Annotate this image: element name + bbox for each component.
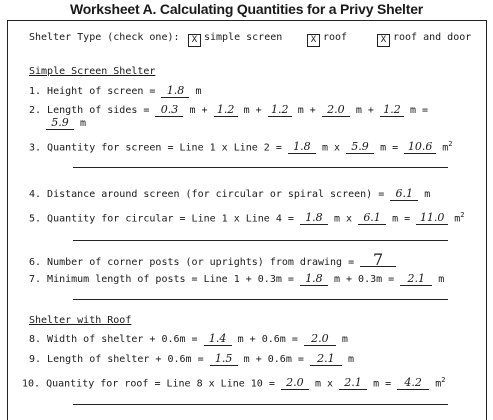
line-1: 1. Height of screen = 1.8 m (29, 84, 202, 97)
roof-checkbox[interactable]: X (307, 34, 320, 47)
blank-line-2 (73, 240, 448, 241)
simple-screen-label: simple screen (204, 32, 283, 43)
circular-qty-distance[interactable]: 6.1 (358, 212, 386, 225)
simple-screen-checkbox[interactable]: X (188, 34, 201, 47)
blank-line-4 (73, 404, 448, 405)
section-heading-simple-screen: Simple Screen Shelter (29, 66, 156, 77)
screen-qty-result[interactable]: 10.6 (404, 141, 436, 154)
side-length-4-value[interactable]: 2.0 (322, 104, 350, 117)
line-7: 7. Minimum length of posts = Line 1 + 0.3m = 1.8 m + 0.3m = 2.1 m (29, 272, 445, 285)
roof-label: roof (323, 32, 348, 43)
line-4: 4. Distance around screen (for circular or spiral screen) = 6.1 m (29, 187, 431, 200)
post-length-result[interactable]: 2.1 (400, 273, 432, 286)
roof-and-door-checkbox[interactable]: X (377, 34, 390, 47)
line-9: 9. Length of shelter + 0.6m = 1.5 m + 0.6m = 2.1 m (29, 352, 354, 365)
length-of-shelter-value[interactable]: 1.5 (210, 353, 238, 366)
line-2-total: 5.9 m (46, 117, 86, 131)
height-of-screen-value[interactable]: 1.8 (161, 85, 189, 98)
circular-qty-height[interactable]: 1.8 (300, 212, 328, 225)
line-8: 8. Width of shelter + 0.6m = 1.4 m + 0.6m = 2.0 m (29, 332, 348, 345)
blank-line-3 (73, 299, 448, 300)
distance-around-value[interactable]: 6.1 (390, 188, 418, 201)
side-length-5-value[interactable]: 1.2 (380, 104, 404, 117)
option-roof-and-door[interactable] (377, 32, 471, 47)
sides-total-value[interactable]: 5.9 (46, 117, 74, 130)
line-5: 5. Quantity for circular = Line 1 x Line 4 = 1.8 m x 6.1 m = 11.0 $m^2$ (29, 211, 465, 225)
roof-length-result[interactable]: 2.1 (310, 353, 342, 366)
side-length-3-value[interactable]: 1.2 (268, 104, 292, 117)
line-10: 10. Quantity for roof = Line 8 x Line 10 = 2.0 m x 2.1 m = 4.2 $m^2$ (22, 376, 446, 390)
section-heading-shelter-with-roof: Shelter with Roof (29, 315, 132, 326)
screen-qty-length[interactable]: 5.9 (346, 141, 374, 154)
corner-posts-value[interactable]: 7 (360, 254, 396, 267)
screen-qty-height[interactable]: 1.8 (288, 141, 316, 154)
roof-qty-length[interactable]: 2.1 (339, 377, 367, 390)
roof-width-result[interactable]: 2.0 (304, 333, 336, 346)
side-length-2-value[interactable]: 1.2 (214, 104, 238, 117)
side-length-1-value[interactable]: 0.3 (155, 104, 183, 117)
line-2: 2. Length of sides = 0.3 m + 1.2 m + 1.2 m + 2.0 m + 1.2 m = (29, 103, 429, 116)
roof-qty-width[interactable]: 2.0 (281, 377, 309, 390)
blank-line-1 (73, 167, 448, 168)
roof-and-door-label: roof and door (393, 32, 472, 43)
shelter-type-label: Shelter Type (check one): (29, 32, 180, 43)
line-3: 3. Quantity for screen = Line 1 x Line 2 = 1.8 m x 5.9 m = 10.6 $m^2$ (29, 140, 453, 154)
roof-qty-result[interactable]: 4.2 (397, 377, 429, 390)
width-of-shelter-value[interactable]: 1.4 (204, 333, 232, 346)
option-simple-screen[interactable] (188, 32, 282, 47)
worksheet-title: Worksheet A. Calculating Quantities for a Privy Shelter (69, 1, 424, 17)
circular-qty-result[interactable]: 11.0 (416, 212, 448, 225)
post-length-line1[interactable]: 1.8 (300, 273, 328, 286)
option-roof[interactable] (307, 32, 347, 47)
line-6: 6. Number of corner posts (or uprights) from drawing = 7 (29, 254, 396, 270)
